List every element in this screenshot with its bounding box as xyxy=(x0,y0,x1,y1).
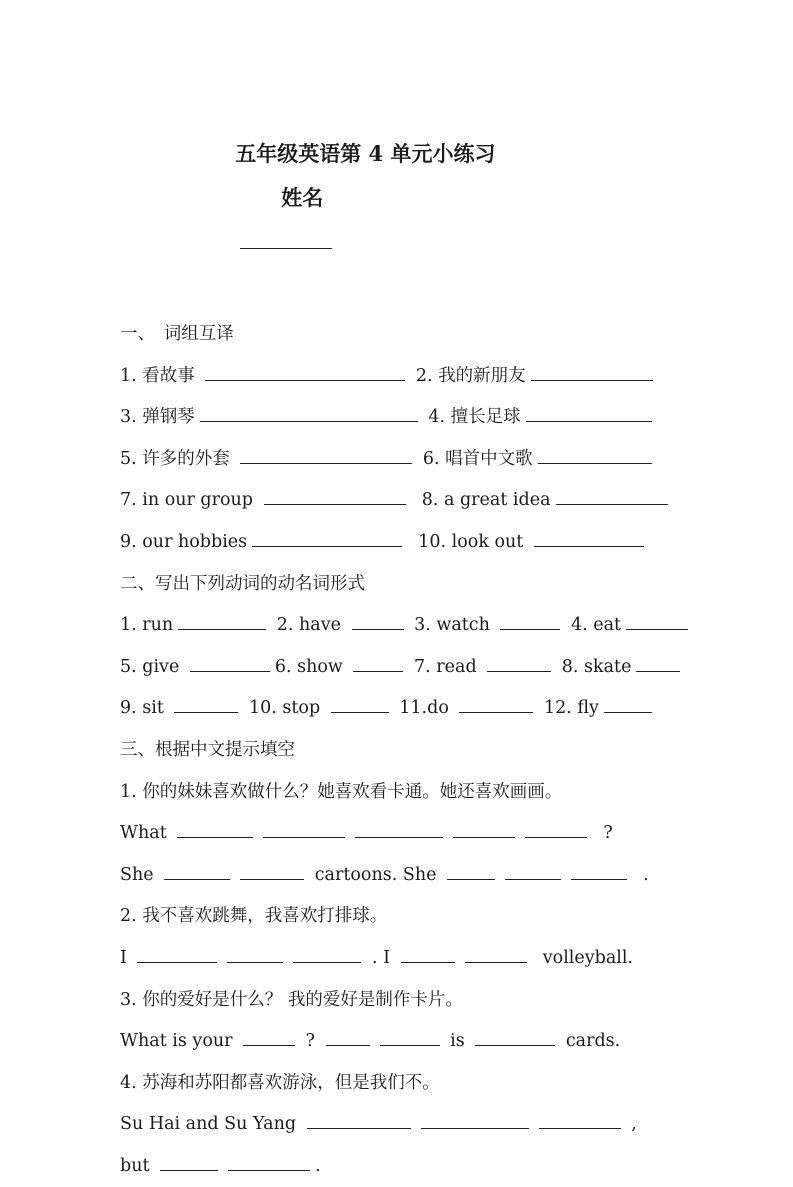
answer-blank xyxy=(421,1112,529,1130)
text-segment: 2. 我不喜欢跳舞，我喜欢打排球。 xyxy=(120,906,388,927)
answer-blank xyxy=(228,1153,310,1171)
answer-blank xyxy=(200,405,418,423)
text-segment: 11.do xyxy=(393,698,455,719)
q2-answer-line xyxy=(120,938,675,980)
text-segment: volleyball. xyxy=(531,947,634,968)
gerund-row-3 xyxy=(120,688,675,730)
text-segment: cards. xyxy=(560,1031,621,1052)
text-segment: 5. 许多的外套 xyxy=(120,448,236,469)
answer-blank xyxy=(556,488,668,506)
gerund-row-1 xyxy=(120,605,675,647)
answer-blank xyxy=(307,1112,411,1130)
answer-blank xyxy=(531,363,653,381)
text-segment: 4. 擅长足球 xyxy=(422,407,521,428)
answer-blank xyxy=(190,654,270,672)
answer-blank xyxy=(137,945,217,963)
answer-blank xyxy=(538,446,652,464)
answer-blank xyxy=(205,363,405,381)
phrase-row-4 xyxy=(120,480,675,522)
text-segment: 5. give xyxy=(120,656,185,677)
answer-blank xyxy=(525,821,587,839)
text-segment: but xyxy=(120,1155,156,1176)
answer-blank xyxy=(636,654,680,672)
text-segment: 9. our hobbies xyxy=(120,531,248,552)
answer-blank xyxy=(252,529,402,547)
q1-chinese-prompt xyxy=(120,772,675,814)
answer-blank xyxy=(240,862,304,880)
text-segment: 二、写出下列动词的动名词形式 xyxy=(120,573,365,594)
q1-answer-line-1 xyxy=(120,813,675,855)
q1-answer-line-2 xyxy=(120,855,675,897)
text-segment: . xyxy=(632,864,649,885)
text-segment: 9. sit xyxy=(120,698,170,719)
text-segment: 7. read xyxy=(408,656,483,677)
phrase-row-3 xyxy=(120,439,675,481)
text-segment: 三、根据中文提示填空 xyxy=(120,739,295,760)
answer-blank xyxy=(626,613,688,631)
worksheet-title-line xyxy=(120,88,675,308)
text-segment: 3. 你的爱好是什么？ 我的爱好是制作卡片。 xyxy=(120,989,463,1010)
text-segment: . I xyxy=(366,947,396,968)
gerund-row-2 xyxy=(120,647,675,689)
answer-blank xyxy=(331,696,389,714)
answer-blank xyxy=(447,862,495,880)
answer-blank xyxy=(459,696,533,714)
text-segment: 3. watch xyxy=(408,615,496,636)
section-3-heading xyxy=(120,730,675,772)
q4-answer-line-1 xyxy=(120,1104,675,1146)
section-1-heading xyxy=(120,314,675,356)
phrase-row-5 xyxy=(120,522,675,564)
text-segment: 6. show xyxy=(274,656,349,677)
text-segment: 2. have xyxy=(271,615,347,636)
answer-blank xyxy=(227,945,283,963)
answer-blank xyxy=(178,613,266,631)
answer-blank xyxy=(164,862,230,880)
answer-blank xyxy=(571,862,627,880)
answer-blank xyxy=(243,1028,295,1046)
answer-blank xyxy=(487,654,551,672)
worksheet-title: 五年级英语第 4 单元小练习 xyxy=(235,141,496,166)
answer-blank xyxy=(174,696,238,714)
text-segment: Su Hai and Su Yang xyxy=(120,1114,302,1135)
answer-blank xyxy=(160,1153,218,1171)
phrase-row-2 xyxy=(120,397,675,439)
answer-blank xyxy=(475,1028,555,1046)
answer-blank xyxy=(355,821,443,839)
answer-blank xyxy=(293,945,361,963)
text-segment: 4. eat xyxy=(565,615,622,636)
text-segment: She xyxy=(120,864,160,885)
text-segment: 2. 我的新朋友 xyxy=(410,365,526,386)
text-segment: 一、 词组互译 xyxy=(120,324,234,344)
text-segment: ? xyxy=(300,1031,321,1052)
text-segment: is xyxy=(444,1031,471,1052)
q2-chinese-prompt xyxy=(120,896,675,938)
text-segment: 6. 唱首中文歌 xyxy=(417,448,533,469)
text-segment: 8. a great idea xyxy=(410,490,551,511)
text-segment: What xyxy=(120,823,173,844)
answer-blank xyxy=(453,821,515,839)
answer-blank xyxy=(401,945,455,963)
student-name-blank xyxy=(240,228,332,249)
answer-blank xyxy=(465,945,527,963)
text-segment: cartoons. She xyxy=(309,864,443,885)
text-segment: 1. 你的妹妹喜欢做什么？她喜欢看卡通。她还喜欢画画。 xyxy=(120,781,563,802)
answer-blank xyxy=(380,1028,440,1046)
q3-chinese-prompt xyxy=(120,980,675,1022)
answer-blank xyxy=(326,1028,370,1046)
phrase-row-1 xyxy=(120,356,675,398)
text-segment: I xyxy=(120,947,133,968)
text-segment: 8. skate xyxy=(556,656,632,677)
answer-blank xyxy=(264,488,406,506)
text-segment: 12. fly xyxy=(538,698,599,719)
text-segment: ? xyxy=(592,823,613,844)
text-segment: 1. run xyxy=(120,615,174,636)
student-name-label: 姓名 xyxy=(281,185,324,210)
answer-blank xyxy=(352,613,404,631)
q4-answer-line-2 xyxy=(120,1146,675,1187)
q4-chinese-prompt xyxy=(120,1063,675,1105)
answer-blank xyxy=(526,405,652,423)
text-segment: What is your xyxy=(120,1031,239,1052)
answer-blank xyxy=(263,821,345,839)
answer-blank xyxy=(534,529,644,547)
text-segment: , xyxy=(625,1114,637,1135)
worksheet-lines xyxy=(120,314,675,1187)
q3-answer-line xyxy=(120,1021,675,1063)
answer-blank xyxy=(505,862,561,880)
text-segment: 4. 苏海和苏阳都喜欢游泳，但是我们不。 xyxy=(120,1072,440,1093)
text-segment: 10. stop xyxy=(243,698,326,719)
text-segment: 10. look out xyxy=(407,531,529,552)
answer-blank xyxy=(604,696,652,714)
answer-blank xyxy=(500,613,560,631)
answer-blank xyxy=(353,654,403,672)
answer-blank xyxy=(539,1112,621,1130)
section-2-heading xyxy=(120,564,675,606)
text-segment: 3. 弹钢琴 xyxy=(120,407,195,428)
text-segment: 1. 看故事 xyxy=(120,365,201,386)
answer-blank xyxy=(177,821,253,839)
text-segment: 7. in our group xyxy=(120,490,259,511)
text-segment: . xyxy=(315,1155,321,1176)
answer-blank xyxy=(240,446,412,464)
